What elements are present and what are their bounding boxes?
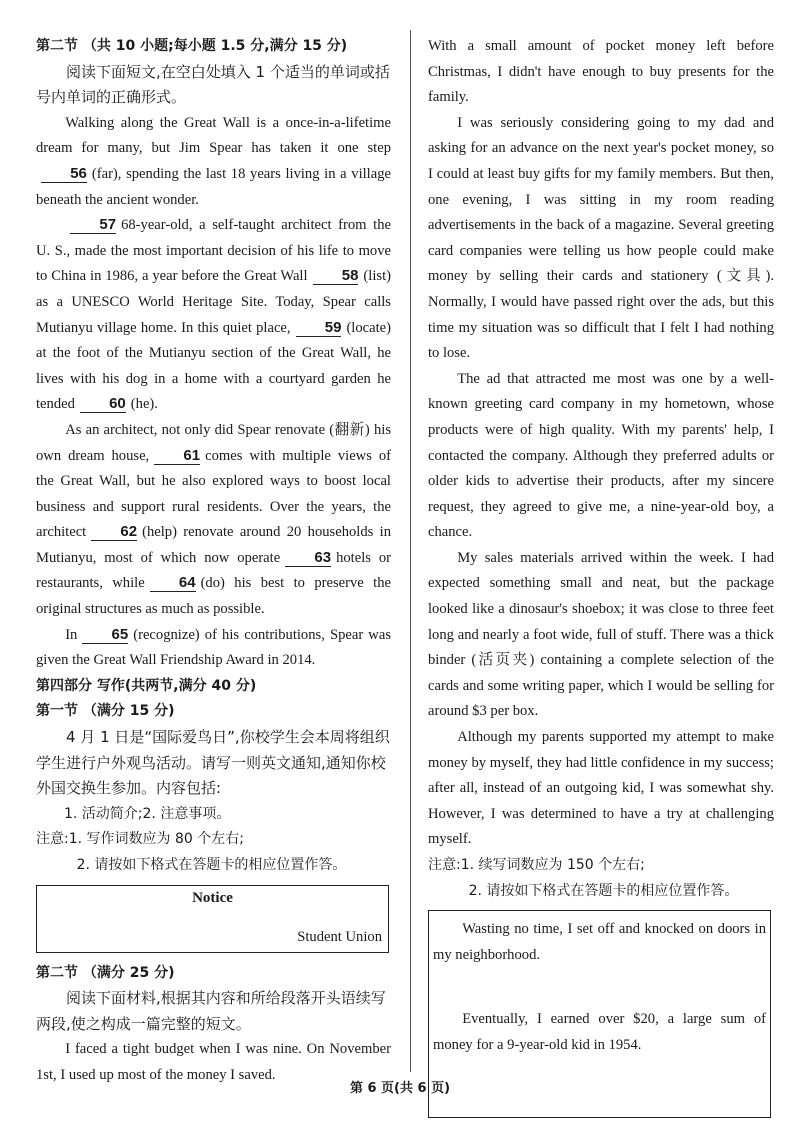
cloze-instruction: 阅读下面短文,在空白处填入 1 个适当的单词或括号内单词的正确形式。: [36, 62, 390, 107]
blank-56[interactable]: 56: [41, 165, 87, 183]
notice-answer-box[interactable]: [36, 885, 389, 953]
continuation-opening-2: Eventually, I earned over $20, a large sum of money for a 9-year-old kid in 1954.: [433, 1011, 766, 1053]
continuation-opening-1: Wasting no time, I set off and knocked on doors in my neighborhood.: [433, 921, 766, 963]
part-4-heading: 第四部分 写作(共两节,满分 40 分): [36, 677, 257, 694]
page-number: 第 6 页(共 6 页): [349, 1081, 451, 1096]
writing-1-note-2: 2. 请按如下格式在答题卡的相应位置作答。: [76, 857, 347, 873]
notice-signature: Student Union: [297, 928, 382, 945]
blank-61[interactable]: 61: [154, 447, 200, 465]
story-paragraph-6: Although my parents supported my attempt to make money by myself, they had little confidence in my success; after all, instead of an outgoing kid, I was somewhat shy. However, I was determined to have a try at challenging myself.: [428, 729, 774, 848]
blank-60[interactable]: 60: [80, 395, 126, 413]
cloze-paragraph-2: 57 68-year-old, a self-taught architect from the U. S., made the most important decision of his life to move to China in 1986, a year before the Great Wall 58 (list) as a UNESCO World Heritage Site. Today, Spear calls Mutianyu village home. In this quiet place, 59 (locate) at the foot of the Mutianyu section of the Great Wall, he lives with his dog in a home with a courtyard garden he tended 60 (he).: [36, 216, 391, 413]
blank-62[interactable]: 62: [91, 523, 137, 541]
section-2-heading: 第二节 （共 10 小题;每小题 1.5 分,满分 15 分): [36, 38, 348, 54]
notice-title: Notice: [192, 889, 233, 906]
writing-2-note-2: 2. 请按如下格式在答题卡的相应位置作答。: [468, 882, 739, 899]
cloze-paragraph-4: In 65 (recognize) of his contributions, Spear was given the Great Wall Friendship Award in 2014.: [36, 625, 391, 669]
cloze-paragraph-3: As an architect, not only did Spear renovate (翻新) his own dream house, 61 comes with multiple views of the Great Wall, but he also explored ways to boost local business and support rural residents. Over the years, the architect 62 (help) renovate around 20 households in Mutianyu, most of which now operate 63 hotels or restaurants, while 64 (do) his best to preserve the original structures as much as possible.: [36, 421, 391, 618]
blank-65[interactable]: 65: [82, 626, 128, 644]
writing-section-1-heading: 第一节 （满分 15 分): [36, 703, 175, 720]
story-paragraph-1: I faced a tight budget when I was nine. On November 1st, I used up most of the money I saved.: [36, 1041, 391, 1083]
writing-section-2-heading: 第二节 （满分 25 分): [36, 964, 175, 981]
story-paragraph-2: With a small amount of pocket money left before Christmas, I didn't have enough to buy presents for the family.: [428, 38, 774, 106]
story-paragraph-3: I was seriously considering going to my dad and asking for an advance on the next year's pocket money, so I could at least buy gifts for my family members. But then, one evening, I was sitting in my room reading advertisements in the back of a magazine. Several greeting card companies were telling us how people could make money by selling their cards and stationery (文具). Normally, I would have passed right over the ads, but this time my situation was so difficult that I felt I had nothing to lose.: [428, 114, 774, 362]
cloze-paragraph-1: Walking along the Great Wall is a once-in-a-lifetime dream for many, but Jim Spear has taken it one step56 (far), spending the last 18 years living in a village beneath the ancient wonder.: [36, 114, 391, 208]
writing-1-items: 1. 活动简介;2. 注意事项。: [64, 805, 231, 822]
left-column: [36, 34, 391, 1089]
blank-58[interactable]: 58: [313, 267, 359, 285]
story-paragraph-5: My sales materials arrived within the week. I had expected something small and neat, but the package looked like a dinosaur's shoebox; it was close to three feet long and nearly a foot wide, full of stuff. There was a thick binder (活页夹) containing a complete selection of the cards and some writing paper, which I would be selling for around $3 per box.: [428, 549, 774, 720]
story-paragraph-4: The ad that attracted me most was one by a well-known greeting card company in my hometown, whose products were of high quality. With my parents' help, I contacted the company. Although they preferred adults or older kids to advertise their products, after my sincere request, they agreed to give me, a nine-year-old boy, a chance.: [428, 370, 774, 541]
blank-59[interactable]: 59: [296, 319, 342, 337]
writing-2-prompt: 阅读下面材料,根据其内容和所给段落开头语续写两段,使之构成一篇完整的短文。: [36, 989, 386, 1033]
right-column: [428, 34, 774, 1118]
writing-1-note-1: 注意:1. 写作词数应为 80 个左右;: [36, 831, 244, 848]
blank-57[interactable]: 57: [70, 216, 116, 234]
writing-2-note-1: 注意:1. 续写词数应为 150 个左右;: [428, 857, 645, 873]
writing-1-prompt: 4 月 1 日是“国际爱鸟日”,你校学生会本周将组织学生进行户外观鸟活动。请写一则英文通知,通知你校外国交换生参加。内容包括:: [36, 728, 390, 798]
column-divider: [410, 30, 411, 1072]
blank-63[interactable]: 63: [285, 549, 331, 567]
blank-64[interactable]: 64: [150, 574, 196, 592]
